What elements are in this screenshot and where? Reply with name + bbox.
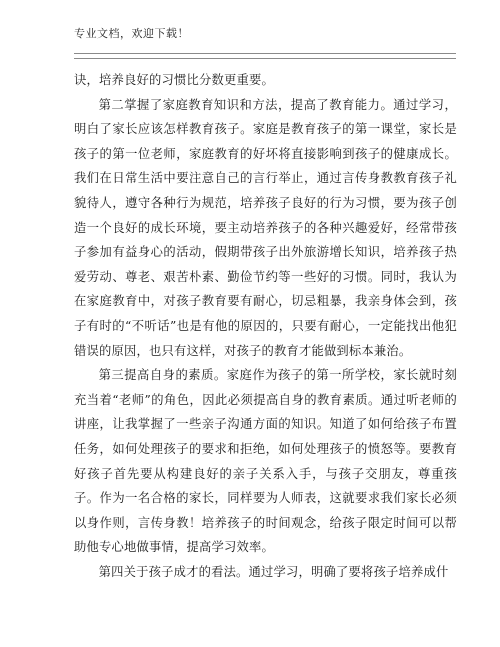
header-rule-top [74,53,456,54]
document-body [74,68,457,584]
header-rule-bottom [74,58,456,59]
paragraph-third-point: 第三提高自身的素质。家庭作为孩子的第一所学校，家长就时刻充当着“老师”的角色，因此必须提高自身的教育素质。通过听老师的讲座，让我掌握了一些亲子沟通方面的知识。知道了如何给孩子布置任务，如何处理孩子的要求和拒绝，如何处理孩子的愤怒等。要教育好孩子首先要从构建良好的亲子关系入手，与孩子交朋友，尊重孩子。作为一名合格的家长，同样要为人师表，这就要求我们家长必须以身作则，言传身教！培养孩子的时间观念，给孩子限定时间可以帮助他专心地做事情，提高学习效率。 [74,368,457,555]
paragraph-second-point: 第二掌握了家庭教育知识和方法，提高了教育能力。通过学习，明白了家长应该怎样教育孩子。家庭是教育孩子的第一课堂，家长是孩子的第一位老师，家庭教育的好坏将直接影响到孩子的健康成长。我们在日常生活中要注意自己的言行举止，通过言传身教教育孩子礼貌待人，遵守各种行为规范，培养孩子良好的行为习惯，要为孩子创造一个良好的成长环境，要主动培养孩子的各种兴趣爱好，经常带孩子参加有益身心的活动，假期带孩子出外旅游增长知识，培养孩子热爱劳动、尊老、艰苦朴素、勤俭节约等一些好的习惯。同时，我认为在家庭教育中，对孩子教育要有耐心，切忌粗暴，我亲身体会到，孩子有时的“不听话”也是有他的原因的，只要有耐心，一定能找出他犯错误的原因，也只有这样，对孩子的教育才能做到标本兼治。 [74,97,457,358]
page-header [74,22,459,41]
paragraph-continuation: 诀，培养良好的习惯比分数更重要。 [74,73,274,87]
paragraph-fourth-point: 第四关于孩子成才的看法。通过学习，明确了要将孩子培养成什 [98,564,449,579]
header-text: 专业文档，欢迎下载！ [74,27,189,40]
